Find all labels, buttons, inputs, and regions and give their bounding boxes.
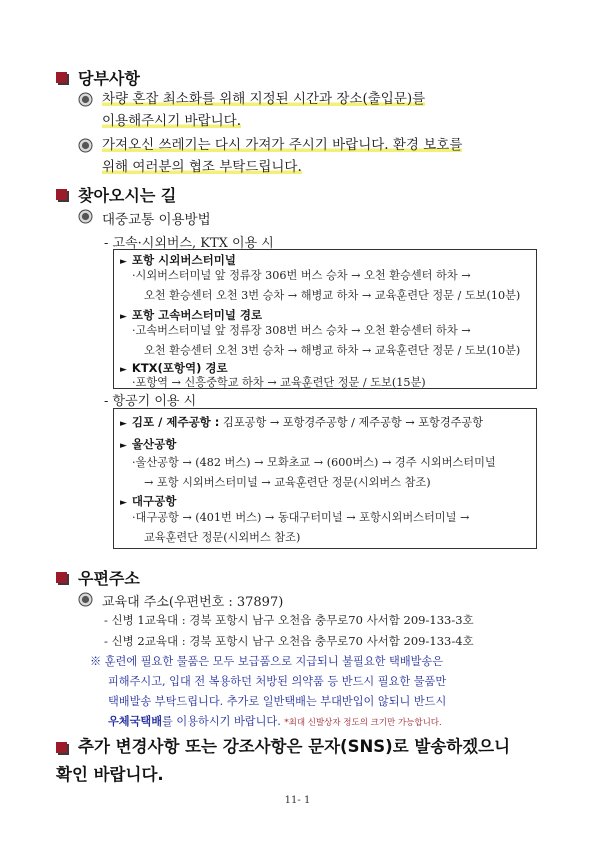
triangle-right-icon: ► (120, 419, 127, 429)
route-line: 오천 환승센터 오천 3번 승차 → 해병교 하차 → 교육훈련단 정문 / 도보(10분) (144, 289, 521, 302)
route-line: ·시외버스터미널 앞 정류장 306번 버스 승차 → 오천 환승센터 하차 → (132, 269, 471, 282)
section-title: 당부사항 (78, 69, 140, 88)
delivery-note-line: 택배발송 부탁드립니다. 추가로 일반택배는 부대반입이 않되니 반드시 (108, 695, 447, 708)
air-routes-box (113, 408, 537, 549)
triangle-right-icon: ► (120, 441, 127, 451)
notice-line: 이용해주시기 바랍니다. (102, 113, 241, 129)
section-square-icon (56, 742, 67, 753)
air-heading: - 항공기 이용 시 (104, 394, 197, 409)
notice-line: 가져오신 쓰레기는 다시 가져가 주시기 바랍니다. 환경 보호를 (102, 137, 463, 153)
circle-bullet-icon (78, 592, 93, 607)
address-main: 교육대 주소(우편번호 : 37897) (102, 595, 284, 610)
triangle-right-icon: ► (120, 365, 127, 375)
bus-routes-box (113, 249, 537, 389)
triangle-right-icon: ► (120, 257, 127, 267)
route-title: ► 울산공항 (120, 437, 177, 451)
triangle-right-icon: ► (120, 312, 127, 322)
section-square-icon (56, 189, 67, 200)
route-title: ► 포항 고속버스터미널 경로 (120, 308, 263, 322)
route-title: ► 포항 시외버스터미널 (120, 253, 236, 267)
route-line: ·울산공항 → (482 버스) → 모화초교 → (600버스) → 경주 시외버스터미널 (132, 456, 496, 469)
delivery-note-last: 우체국택배를 이용하시기 바랍니다. *최대 신발상자 정도의 크기만 가능합니다. (108, 715, 442, 728)
circle-bullet-icon (78, 92, 93, 107)
section-title: 찾아오시는 길 (78, 186, 177, 205)
route-title: ► KTX(포항역) 경로 (120, 361, 228, 375)
route-line: 교육훈련단 정문(시외버스 참조) (144, 531, 301, 544)
section-square-icon (56, 72, 67, 83)
section-notice-header (56, 66, 140, 89)
bus-heading: - 고속·시외버스, KTX 이용 시 (104, 236, 274, 251)
delivery-note-line: ※ 훈련에 필요한 물품은 모두 보급품으로 지급되니 불필요한 택배발송은 (90, 655, 444, 668)
section-square-icon (56, 572, 67, 583)
route-line: ·포항역 → 신흥중학교 하차 → 교육훈련단 정문 / 도보(15분) (132, 376, 426, 389)
route-line: 오천 환승센터 오천 3번 승차 → 해병교 하차 → 교육훈련단 정문 / 도보(10분) (144, 344, 521, 357)
route-line: ·고속버스터미널 앞 정류장 308번 버스 승차 → 오천 환승센터 하차 → (132, 324, 471, 337)
circle-bullet-icon (78, 209, 93, 224)
triangle-right-icon: ► (120, 498, 127, 508)
route-title: ► 대구공항 (120, 494, 177, 508)
address-line-1: - 신병 1교육대 : 경북 포항시 남구 오천읍 충무로70 사서함 209-133-3호 (104, 613, 474, 627)
section-address-header (56, 566, 140, 589)
delivery-note-line: 피해주시고, 입대 전 복용하던 처방된 의약품 등 반드시 필요한 물품만 (108, 675, 447, 688)
route-line: → 포항 시외버스터미널 → 교육훈련단 정문(시외버스 참조) (144, 476, 431, 489)
circle-bullet-icon (78, 138, 93, 153)
notice-line: 위해 여러분의 협조 부탁드립니다. (102, 159, 302, 175)
section-title: 우편주소 (78, 569, 140, 588)
address-line-2: - 신병 2교육대 : 경북 포항시 남구 오천읍 충무로70 사서함 209-133-4호 (104, 634, 474, 648)
page-number: 11- 1 (284, 795, 311, 806)
notice-item-2 (102, 134, 540, 178)
route-title: ► 김포 / 제주공항 : 김포공항 → 포항경주공항 / 제주공항 → 포항경주공항 (120, 415, 484, 429)
section-directions-header (56, 183, 176, 206)
transit-title: 대중교통 이용방법 (102, 212, 211, 228)
notice-item-1 (102, 88, 540, 132)
notice-line: 차량 혼잡 최소화를 위해 지정된 시간과 장소(출입문)를 (102, 91, 426, 107)
closing-statement: 추가 변경사항 또는 강조사항은 문자(SNS)로 발송하겠으니 확인 바랍니다. (56, 737, 511, 784)
route-line: ·대구공항 → (401번 버스) → 동대구터미널 → 포항시외버스터미널 → (132, 511, 470, 524)
